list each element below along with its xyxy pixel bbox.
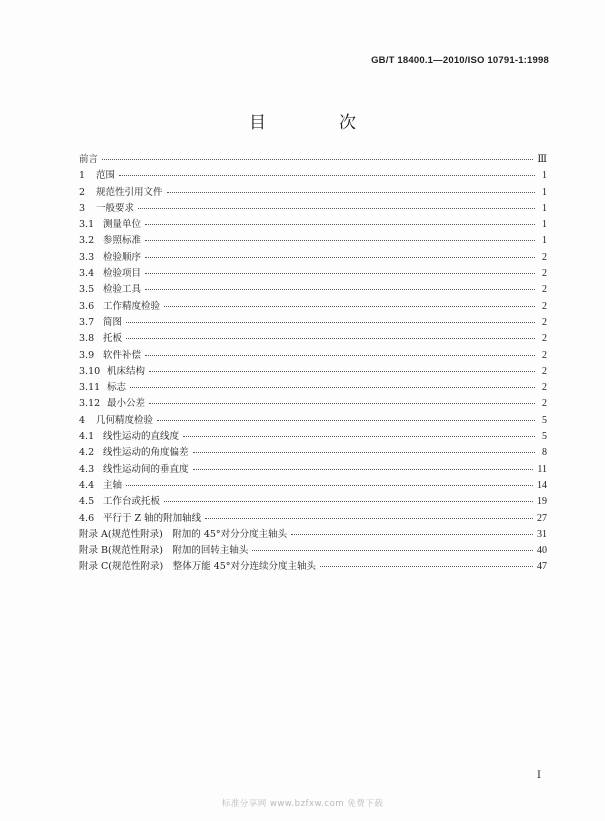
dot-leader: [193, 469, 534, 470]
toc-entry-title: 线性运动的角度偏差: [103, 447, 189, 459]
toc-entry-number: 4.4: [79, 479, 95, 491]
toc-entry-title: 工作台或托板: [103, 496, 161, 508]
toc-entry-title: 附录 C(规范性附录) 整体万能 45°对分连续分度主轴头: [79, 561, 317, 573]
toc-entry-3-4[interactable]: [79, 265, 547, 281]
toc-entry-page: 5: [542, 431, 547, 443]
toc-entry-number: 3.12: [79, 398, 101, 410]
toc-entry-number: 3.7: [79, 316, 95, 328]
toc-entry-4[interactable]: [79, 412, 547, 428]
toc-title: 目 次: [249, 113, 384, 133]
toc-entry-title: 附录 B(规范性附录) 附加的回转主轴头: [79, 545, 249, 557]
toc-entry-4-6[interactable]: [79, 510, 547, 526]
dot-leader: [164, 501, 533, 502]
toc-entry-number: 4.6: [79, 512, 95, 524]
toc-entry-title: 最小公差: [107, 398, 146, 410]
dot-leader: [183, 436, 535, 437]
toc-entry-number: 3.11: [79, 382, 101, 394]
toc-entry-page: 1: [542, 235, 547, 247]
toc-entry-annex-c[interactable]: [79, 558, 547, 574]
toc-entry-number: 3.8: [79, 333, 95, 345]
toc-entry-title: 工作精度检验: [103, 300, 161, 312]
toc-entry-page: 2: [542, 300, 547, 312]
toc-entry-title: 附录 A(规范性附录) 附加的 45°对分分度主轴头: [79, 528, 288, 540]
toc-entry-title: 检验顺序: [103, 251, 142, 263]
toc-entry-page: 5: [542, 414, 547, 426]
toc-entry-3-5[interactable]: [79, 281, 547, 297]
dot-leader: [138, 208, 535, 209]
toc-entry-title: 参照标准: [103, 235, 142, 247]
toc-entry-1[interactable]: [79, 167, 547, 183]
toc-entry-page: 2: [542, 398, 547, 410]
dot-leader: [145, 240, 535, 241]
toc-entry-page: 2: [542, 316, 547, 328]
toc-entry-3-9[interactable]: [79, 347, 547, 363]
toc-entry-2[interactable]: [79, 184, 547, 200]
dot-leader: [126, 338, 535, 339]
table-of-contents: [79, 151, 547, 575]
toc-entry-3-1[interactable]: [79, 216, 547, 232]
watermark: 标准分享网 www.bzfxw.com 免费下载: [221, 799, 384, 809]
toc-entry-3-8[interactable]: [79, 330, 547, 346]
toc-entry-page: 8: [542, 447, 547, 459]
toc-entry-number: 3.9: [79, 349, 95, 361]
toc-entry-title: 软件补偿: [103, 349, 142, 361]
dot-leader: [320, 566, 533, 567]
dot-leader: [149, 371, 535, 372]
dot-leader: [149, 403, 535, 404]
toc-entry-number: 3.3: [79, 251, 95, 263]
toc-entry-title: 线性运动的直线度: [103, 431, 180, 443]
toc-entry-3-2[interactable]: [79, 232, 547, 248]
toc-entry-number: 2: [79, 186, 86, 198]
toc-entry-4-4[interactable]: [79, 477, 547, 493]
toc-entry-title: 线性运动间的垂直度: [103, 463, 189, 475]
dot-leader: [164, 306, 535, 307]
toc-entry-title: 标志: [107, 382, 127, 394]
dot-leader: [291, 534, 533, 535]
dot-leader: [126, 322, 535, 323]
dot-leader: [119, 175, 535, 176]
toc-entry-title: 机床结构: [107, 365, 146, 377]
dot-leader: [145, 273, 535, 274]
toc-entry-3-7[interactable]: [79, 314, 547, 330]
toc-entry-title: 范围: [96, 170, 116, 182]
dot-leader: [193, 452, 535, 453]
toc-entry-4-2[interactable]: [79, 444, 547, 460]
dot-leader: [126, 485, 533, 486]
toc-entry-4-5[interactable]: [79, 493, 547, 509]
toc-entry-title: 规范性引用文件: [96, 186, 163, 198]
toc-entry-number: 4.1: [79, 431, 95, 443]
toc-entry-3[interactable]: [79, 200, 547, 216]
toc-entry-page: 40: [537, 545, 547, 557]
toc-entry-annex-a[interactable]: [79, 526, 547, 542]
toc-entry-number: 4.5: [79, 496, 95, 508]
toc-entry-title: 托板: [103, 333, 123, 345]
toc-entry-page: 11: [537, 463, 547, 475]
toc-entry-number: 3.6: [79, 300, 95, 312]
dot-leader: [145, 257, 535, 258]
dot-leader: [102, 159, 533, 160]
toc-entry-title: 检验项目: [103, 268, 142, 280]
toc-entry-foreword[interactable]: [79, 151, 547, 167]
toc-entry-page: 1: [542, 170, 547, 182]
toc-entry-page: 2: [542, 284, 547, 296]
toc-entry-page: 2: [542, 251, 547, 263]
toc-entry-title: 检验工具: [103, 284, 142, 296]
toc-entry-page: 27: [537, 512, 547, 524]
toc-entry-3-3[interactable]: [79, 249, 547, 265]
toc-entry-number: 1: [79, 170, 86, 182]
toc-entry-page: 2: [542, 268, 547, 280]
toc-entry-page: 14: [537, 479, 547, 491]
toc-entry-page: 1: [542, 219, 547, 231]
dot-leader: [252, 550, 533, 551]
dot-leader: [130, 387, 535, 388]
dot-leader: [157, 420, 535, 421]
toc-entry-page: 1: [542, 202, 547, 214]
toc-entry-number: 3.4: [79, 268, 95, 280]
toc-entry-3-10[interactable]: [79, 363, 547, 379]
page-number: Ⅰ: [537, 770, 541, 781]
toc-entry-page: 47: [537, 561, 547, 573]
standard-code: GB/T 18400.1—2010/ISO 10791-1:1998: [371, 55, 549, 66]
toc-entry-page: 1: [542, 186, 547, 198]
toc-entry-title: 平行于 Z 轴的附加轴线: [103, 512, 202, 524]
toc-entry-title: 前言: [79, 154, 99, 165]
dot-leader: [167, 192, 535, 193]
toc-entry-number: 3.2: [79, 235, 95, 247]
toc-entry-page: 2: [542, 382, 547, 394]
toc-entry-page: 2: [542, 365, 547, 377]
toc-entry-number: 3.10: [79, 365, 101, 377]
toc-entry-number: 3.5: [79, 284, 95, 296]
toc-entry-page: 2: [542, 349, 547, 361]
toc-entry-page: 31: [537, 528, 547, 540]
toc-entry-3-6[interactable]: [79, 298, 547, 314]
dot-leader: [145, 224, 535, 225]
toc-entry-3-11[interactable]: [79, 379, 547, 395]
dot-leader: [205, 518, 533, 519]
toc-entry-page: 19: [537, 496, 547, 508]
toc-entry-page: Ⅲ: [537, 154, 547, 165]
toc-entry-title: 几何精度检验: [96, 414, 154, 426]
toc-entry-number: 4.2: [79, 447, 95, 459]
toc-entry-title: 简图: [103, 316, 123, 328]
toc-entry-page: 2: [542, 333, 547, 345]
toc-entry-3-12[interactable]: [79, 395, 547, 411]
toc-entry-4-3[interactable]: [79, 461, 547, 477]
toc-entry-number: 3: [79, 202, 86, 214]
dot-leader: [145, 355, 535, 356]
toc-entry-number: 4.3: [79, 463, 95, 475]
toc-entry-4-1[interactable]: [79, 428, 547, 444]
toc-entry-annex-b[interactable]: [79, 542, 547, 558]
toc-entry-title: 一般要求: [96, 202, 135, 214]
toc-entry-number: 3.1: [79, 219, 95, 231]
toc-entry-title: 测量单位: [103, 219, 142, 231]
toc-entry-title: 主轴: [103, 479, 123, 491]
dot-leader: [145, 289, 535, 290]
toc-entry-number: 4: [79, 414, 86, 426]
